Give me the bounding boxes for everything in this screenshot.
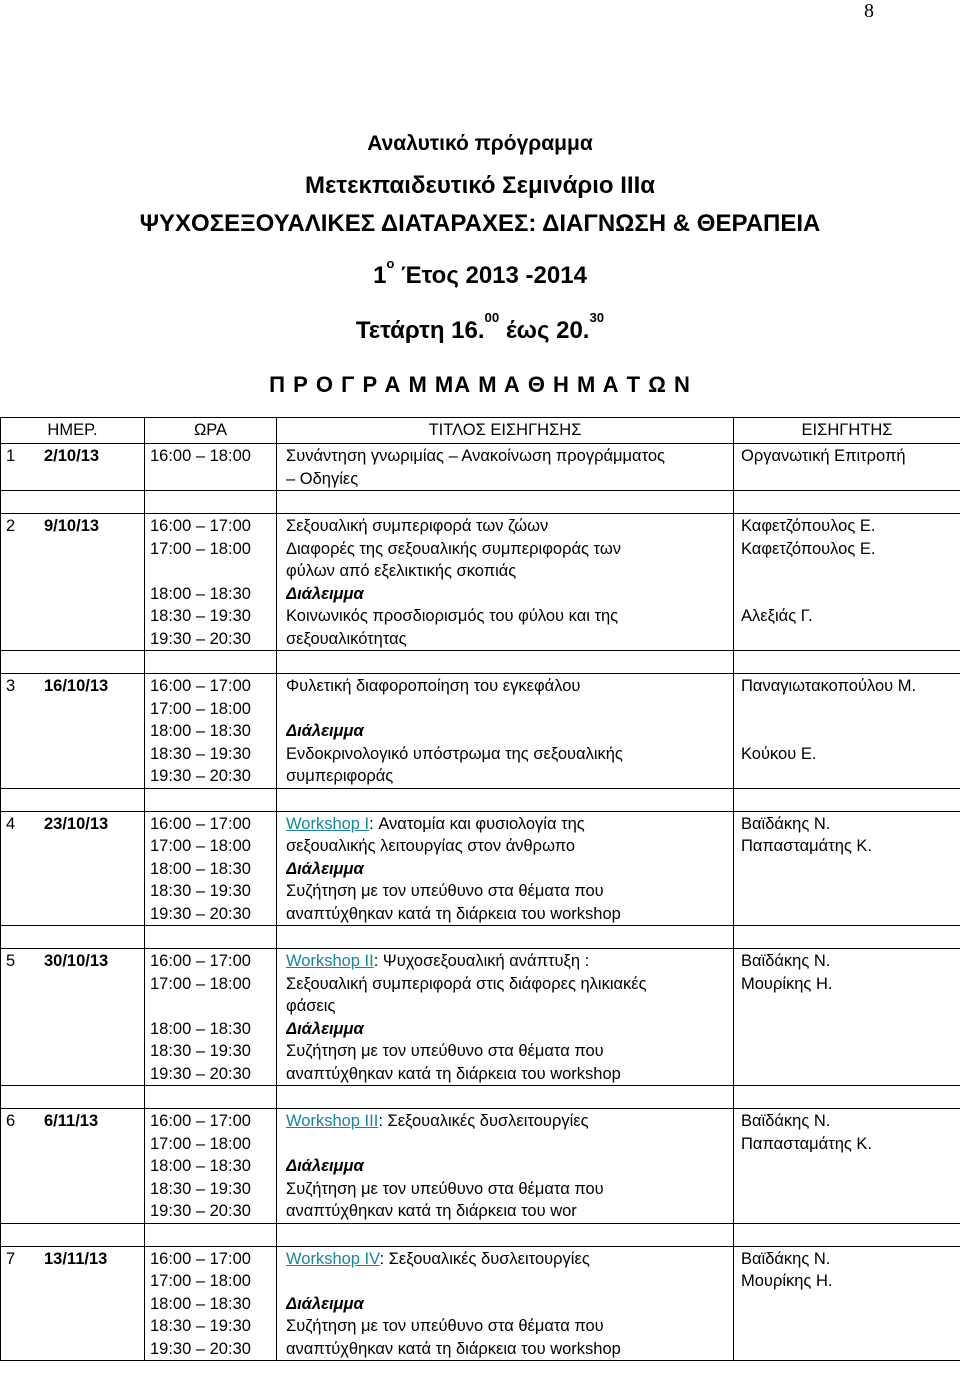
workshop-title-line <box>286 1248 733 1271</box>
title-line: σεξουαλικής λειτουργίας στον άνθρωπο <box>286 837 576 855</box>
session-day-cell <box>1 811 145 926</box>
speaker-name <box>741 858 960 881</box>
time-slot: 16:00 – 17:00 <box>150 814 251 833</box>
spacer-cell <box>734 1086 960 1109</box>
speaker-name <box>741 1200 960 1223</box>
title-line: αναπτύχθηκαν κατά τη διάρκεια του wor <box>286 1202 577 1220</box>
spacer-cell <box>277 1223 734 1246</box>
break-label: Διάλειμμα <box>286 722 364 740</box>
workshop-link[interactable]: Workshop II <box>286 952 374 970</box>
title-line: Ενδοκρινολογικό υπόστρωμα της σεξουαλικής <box>286 744 623 763</box>
session-day-cell <box>1 1246 145 1361</box>
row-spacer <box>1 491 960 514</box>
time-slot: 18:00 – 18:30 <box>150 1157 251 1175</box>
time-slot: 19:30 – 20:30 <box>150 1202 251 1220</box>
session-speaker-cell <box>734 444 960 491</box>
time-slot <box>150 995 276 1018</box>
col-header-title: ΤΙΤΛΟΣ ΕΙΣΗΓΗΣΗΣ <box>277 418 734 444</box>
speaker-name <box>741 880 960 903</box>
spacer-cell <box>145 491 277 514</box>
session-title-cell <box>277 1109 734 1224</box>
session-number: 7 <box>6 1249 16 1268</box>
title-line <box>286 698 733 721</box>
title-line <box>286 1133 733 1156</box>
session-row <box>1 1246 960 1361</box>
title-line: Συζήτηση με τον υπεύθυνο στα θέματα που <box>286 882 604 900</box>
speaker-name: Παπασταμάτης Κ. <box>741 837 873 855</box>
session-row <box>1 949 960 1086</box>
time-slot: 18:00 – 18:30 <box>150 1294 251 1313</box>
spacer-cell <box>734 1223 960 1246</box>
time-slot: 19:30 – 20:30 <box>150 767 251 785</box>
spacer-cell <box>734 788 960 811</box>
session-time-cell <box>145 1109 277 1224</box>
spacer-cell <box>734 491 960 514</box>
time-slot: 17:00 – 18:00 <box>150 1272 251 1290</box>
spacer-cell <box>1 651 145 674</box>
time-slot: 18:00 – 18:30 <box>150 1019 251 1038</box>
session-row <box>1 514 960 651</box>
session-number: 6 <box>6 1112 16 1130</box>
session-time-cell <box>145 949 277 1086</box>
time-slot: 16:00 – 17:00 <box>150 1112 251 1130</box>
speaker-name <box>741 1040 960 1063</box>
session-number: 4 <box>6 814 16 833</box>
time-slot: 19:30 – 20:30 <box>150 629 251 648</box>
speaker-name <box>741 1178 960 1201</box>
session-number: 2 <box>6 517 16 535</box>
session-day-cell <box>1 949 145 1086</box>
title-line: Συζήτηση με τον υπεύθυνο στα θέματα που <box>286 1042 604 1060</box>
academic-year: $1^o$ Έτος 2013 -2014 <box>373 256 587 289</box>
session-title-cell <box>277 674 734 789</box>
title-line: Συζήτηση με τον υπεύθυνο στα θέματα που <box>286 1179 604 1198</box>
spacer-cell <box>145 1223 277 1246</box>
time-slot: 17:00 – 18:00 <box>150 1134 251 1153</box>
title-line <box>286 1270 733 1293</box>
title-line: Σεξουαλική συμπεριφορά των ζώων <box>286 517 549 535</box>
time-slot: 18:30 – 19:30 <box>150 1042 251 1060</box>
break-label: Διάλειμμα <box>286 1157 364 1175</box>
session-time-cell <box>145 811 277 926</box>
title-line: φάσεις <box>286 997 336 1015</box>
speaker-name: Βαϊδάκης Ν. <box>741 1112 831 1130</box>
row-spacer <box>1 1223 960 1246</box>
time-slot: 16:00 – 17:00 <box>150 517 251 535</box>
time-slot <box>150 468 276 491</box>
session-title-cell <box>277 514 734 651</box>
program-heading: Π Ρ Ο Γ Ρ Α Μ ΜΑ Μ Α Θ Η Μ Α Τ Ω Ν <box>269 372 691 397</box>
title-line: συμπεριφοράς <box>286 767 394 785</box>
speaker-name <box>741 628 960 651</box>
title-line: Συζήτηση με τον υπεύθυνο στα θέματα που <box>286 1317 604 1335</box>
speaker-name <box>741 903 960 926</box>
schedule-body <box>1 444 960 1361</box>
session-speaker-cell <box>734 1109 960 1224</box>
session-title-cell <box>277 1246 734 1361</box>
title-line: φύλων από εξελικτικής σκοπιάς <box>286 562 517 580</box>
time-slot: 16:00 – 17:00 <box>150 1249 251 1268</box>
session-date: 2/10/13 <box>44 447 100 465</box>
time-slot: 17:00 – 18:00 <box>150 974 251 993</box>
col-header-day: ΗΜΕΡ. <box>1 418 145 444</box>
table-header-row <box>1 418 960 444</box>
speaker-name: Παναγιωτακοπούλου Μ. <box>741 677 917 695</box>
spacer-cell <box>1 1223 145 1246</box>
session-time-cell <box>145 674 277 789</box>
time-slot: 16:00 – 17:00 <box>150 952 251 970</box>
time-slot: 17:00 – 18:00 <box>150 699 251 718</box>
title-line: αναπτύχθηκαν κατά τη διάρκεια του workshop <box>286 904 621 923</box>
session-speaker-cell <box>734 674 960 789</box>
speaker-name <box>741 1315 960 1338</box>
speaker-name <box>741 720 960 743</box>
session-date: 6/11/13 <box>44 1112 99 1130</box>
speaker-name <box>741 1293 960 1316</box>
spacer-cell <box>277 926 734 949</box>
workshop-title-line <box>286 950 733 973</box>
session-number: 5 <box>6 952 16 970</box>
spacer-cell <box>277 1086 734 1109</box>
session-day-cell <box>1 514 145 651</box>
speaker-name: Μουρίκης Η. <box>741 1272 833 1290</box>
time-slot: 19:30 – 20:30 <box>150 1064 251 1083</box>
time-slot <box>150 560 276 583</box>
session-day-cell <box>1 1109 145 1224</box>
session-row <box>1 444 960 491</box>
session-speaker-cell <box>734 1246 960 1361</box>
time-slot: 18:30 – 19:30 <box>150 1317 251 1335</box>
speaker-name: Κούκου Ε. <box>741 744 817 763</box>
spacer-cell <box>145 926 277 949</box>
session-title-cell <box>277 444 734 491</box>
time-slot: 18:00 – 18:30 <box>150 584 251 603</box>
workshop-topic: : Σεξουαλικές δυσλειτουργίες <box>379 1249 590 1268</box>
title-line: Διαφορές της σεξουαλικής συμπεριφοράς των <box>286 539 621 558</box>
session-speaker-cell <box>734 811 960 926</box>
session-date: 23/10/13 <box>44 814 109 833</box>
row-spacer <box>1 1086 960 1109</box>
time-slot: 19:30 – 20:30 <box>150 1339 251 1358</box>
session-date: 16/10/13 <box>44 677 109 695</box>
session-title-cell <box>277 811 734 926</box>
session-number: 3 <box>6 677 16 695</box>
time-slot: 18:30 – 19:30 <box>150 744 251 763</box>
schedule-table <box>0 417 960 1361</box>
spacer-cell <box>1 788 145 811</box>
speaker-name <box>741 1018 960 1041</box>
title-line: σεξουαλικότητας <box>286 629 407 648</box>
row-spacer <box>1 788 960 811</box>
session-speaker-cell <box>734 514 960 651</box>
break-label: Διάλειμμα <box>286 1019 364 1038</box>
seminar-subject: ΨΥΧΟΣΕΞΟΥΑΛΙΚΕΣ ΔΙΑΤΑΡΑΧΕΣ: ΔΙΑΓΝΩΣΗ & ΘΕΡΑΠΕΙΑ <box>139 210 821 237</box>
time-slot: 18:00 – 18:30 <box>150 722 251 740</box>
spacer-cell <box>277 651 734 674</box>
workshop-link[interactable]: Workshop III <box>286 1112 379 1130</box>
col-header-speaker: ΕΙΣΗΓΗΤΗΣ <box>734 418 960 444</box>
speaker-name: Μουρίκης Η. <box>741 974 833 993</box>
row-spacer <box>1 926 960 949</box>
speaker-name: Παπασταμάτης Κ. <box>741 1134 873 1153</box>
spacer-cell <box>277 491 734 514</box>
time-slot: 16:00 – 17:00 <box>150 677 251 695</box>
time-slot: 19:30 – 20:30 <box>150 904 251 923</box>
spacer-cell <box>1 926 145 949</box>
speaker-name: Καφετζόπουλος Ε. <box>741 517 876 535</box>
session-time-cell <box>145 444 277 491</box>
session-time-cell <box>145 514 277 651</box>
session-title-cell <box>277 949 734 1086</box>
spacer-cell <box>1 1086 145 1109</box>
workshop-title-line <box>286 1110 733 1133</box>
session-time-cell <box>145 1246 277 1361</box>
spacer-cell <box>734 651 960 674</box>
speaker-name <box>741 765 960 788</box>
session-day-cell <box>1 674 145 789</box>
col-header-time: ΩΡΑ <box>145 418 277 444</box>
session-date: 30/10/13 <box>44 952 109 970</box>
break-label: Διάλειμμα <box>286 584 364 603</box>
speaker-name: Οργανωτική Επιτροπή <box>741 447 906 465</box>
spacer-cell <box>277 788 734 811</box>
break-label: Διάλειμμα <box>286 1294 364 1313</box>
title-line: – Οδηγίες <box>286 469 359 488</box>
session-date: 9/10/13 <box>44 517 100 535</box>
break-label: Διάλειμμα <box>286 859 364 878</box>
workshop-link[interactable]: Workshop IV <box>286 1249 380 1268</box>
session-hours: Τετάρτη 16.00 έως 20.30 <box>355 309 605 344</box>
session-row <box>1 811 960 926</box>
workshop-link[interactable]: Workshop I <box>286 814 370 833</box>
workshop-topic: : Σεξουαλικές δυσλειτουργίες <box>378 1112 589 1130</box>
session-date: 13/11/13 <box>44 1249 108 1268</box>
time-slot: 18:30 – 19:30 <box>150 882 251 900</box>
speaker-name: Αλεξιάς Γ. <box>741 607 813 625</box>
speaker-name <box>741 583 960 606</box>
time-slot: 17:00 – 18:00 <box>150 837 251 855</box>
time-slot: 18:30 – 19:30 <box>150 607 251 625</box>
time-slot: 18:30 – 19:30 <box>150 1179 251 1198</box>
session-number: 1 <box>6 447 16 465</box>
spacer-cell <box>1 491 145 514</box>
title-line: αναπτύχθηκαν κατά τη διάρκεια του workshop <box>286 1339 621 1358</box>
speaker-name <box>741 1338 960 1361</box>
session-row <box>1 674 960 789</box>
title-line: Κοινωνικός προσδιορισμός του φύλου και της <box>286 607 619 625</box>
time-slot: 16:00 – 18:00 <box>150 447 251 465</box>
speaker-name <box>741 468 960 491</box>
speaker-name <box>741 1063 960 1086</box>
row-spacer <box>1 651 960 674</box>
workshop-topic: : Ανατομία και φυσιολογία της <box>369 814 585 833</box>
speaker-name <box>741 560 960 583</box>
doc-heading: Αναλυτικό πρόγραμμα <box>367 132 593 155</box>
time-slot: 17:00 – 18:00 <box>150 539 251 558</box>
speaker-name <box>741 995 960 1018</box>
speaker-name <box>741 698 960 721</box>
title-line: αναπτύχθηκαν κατά τη διάρκεια του workshop <box>286 1064 621 1083</box>
spacer-cell <box>145 788 277 811</box>
title-line: Φυλετική διαφοροποίηση του εγκεφάλου <box>286 677 581 695</box>
time-slot: 18:00 – 18:30 <box>150 859 251 878</box>
spacer-cell <box>734 926 960 949</box>
title-line: Συνάντηση γνωριμίας – Ανακοίνωση προγράμματος <box>286 447 665 465</box>
session-speaker-cell <box>734 949 960 1086</box>
spacer-cell <box>145 1086 277 1109</box>
speaker-name <box>741 1155 960 1178</box>
speaker-name: Καφετζόπουλος Ε. <box>741 539 876 558</box>
workshop-title-line <box>286 813 733 836</box>
session-row <box>1 1109 960 1224</box>
title-line: Σεξουαλική συμπεριφορά στις διάφορες ηλικιακές <box>286 974 647 993</box>
page-number: 8 <box>864 0 874 22</box>
speaker-name: Βαϊδάκης Ν. <box>741 814 831 833</box>
workshop-topic: : Ψυχοσεξουαλική ανάπτυξη : <box>373 952 590 970</box>
speaker-name: Βαϊδάκης Ν. <box>741 952 831 970</box>
seminar-title: Μετεκπαιδευτικό Σεμινάριο ΙΙΙα <box>304 172 656 199</box>
spacer-cell <box>145 651 277 674</box>
speaker-name: Βαϊδάκης Ν. <box>741 1249 831 1268</box>
session-day-cell <box>1 444 145 491</box>
